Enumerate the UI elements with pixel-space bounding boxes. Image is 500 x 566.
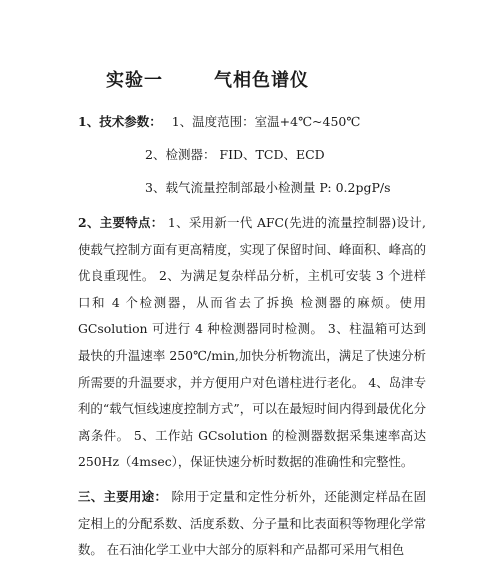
- tech-param-detection-limit: 3、载气流量控制部最小检测量 P: 0.2pgP/s: [145, 180, 391, 195]
- tech-params-line: [78, 114, 360, 130]
- tech-param-temperature: 1、温度范围：室温+4℃~450℃: [171, 114, 361, 129]
- uses-paragraph: [78, 484, 426, 564]
- title-instrument-name: 气相色谱仪: [214, 70, 309, 91]
- tech-param-detector: 2、检测器： FID、TCD、ECD: [145, 147, 325, 162]
- features-label: 2、主要特点：: [78, 215, 164, 230]
- features-text: 1、采用新一代 AFC(先进的流量控制器)设计,使载气控制方面有更高精度，实现了保留时间、峰面积、峰高的优良重现性。 2、为满足复杂样品分析，主机可安装 3 个进样口和 4 个检测器，从而省去了拆换 检测器的麻烦。使用 GCsolution 可进行 4 种检测器同时检测。 3、柱温箱可达到最快的升温速率 250℃/min,加快分析物流出，满足了快速分析所需要的升温要求，并方便用户对色谱柱进行老化。 4、岛津专利的“载气恒线速度控制方式”，可以在最短时间内得到最优化分离条件。 5、工作站 GCsolution 的检测器数据采集速率高达 250Hz（4msec），保证快速分析时数据的准确性和完整性。: [78, 215, 426, 470]
- uses-text: 除用于定量和定性分析外，还能测定样品在固定相上的分配系数、活度系数、分子量和比表面积等物理化学常数。 在石油化学工业中大部分的原料和产品都可采用气相色: [78, 489, 426, 558]
- features-paragraph: [78, 210, 426, 476]
- uses-label: 三、主要用途：: [78, 489, 168, 504]
- page-title: [0, 66, 500, 90]
- tech-params-label: 1、技术参数：: [78, 114, 162, 129]
- title-experiment-number: 实验一: [106, 70, 163, 91]
